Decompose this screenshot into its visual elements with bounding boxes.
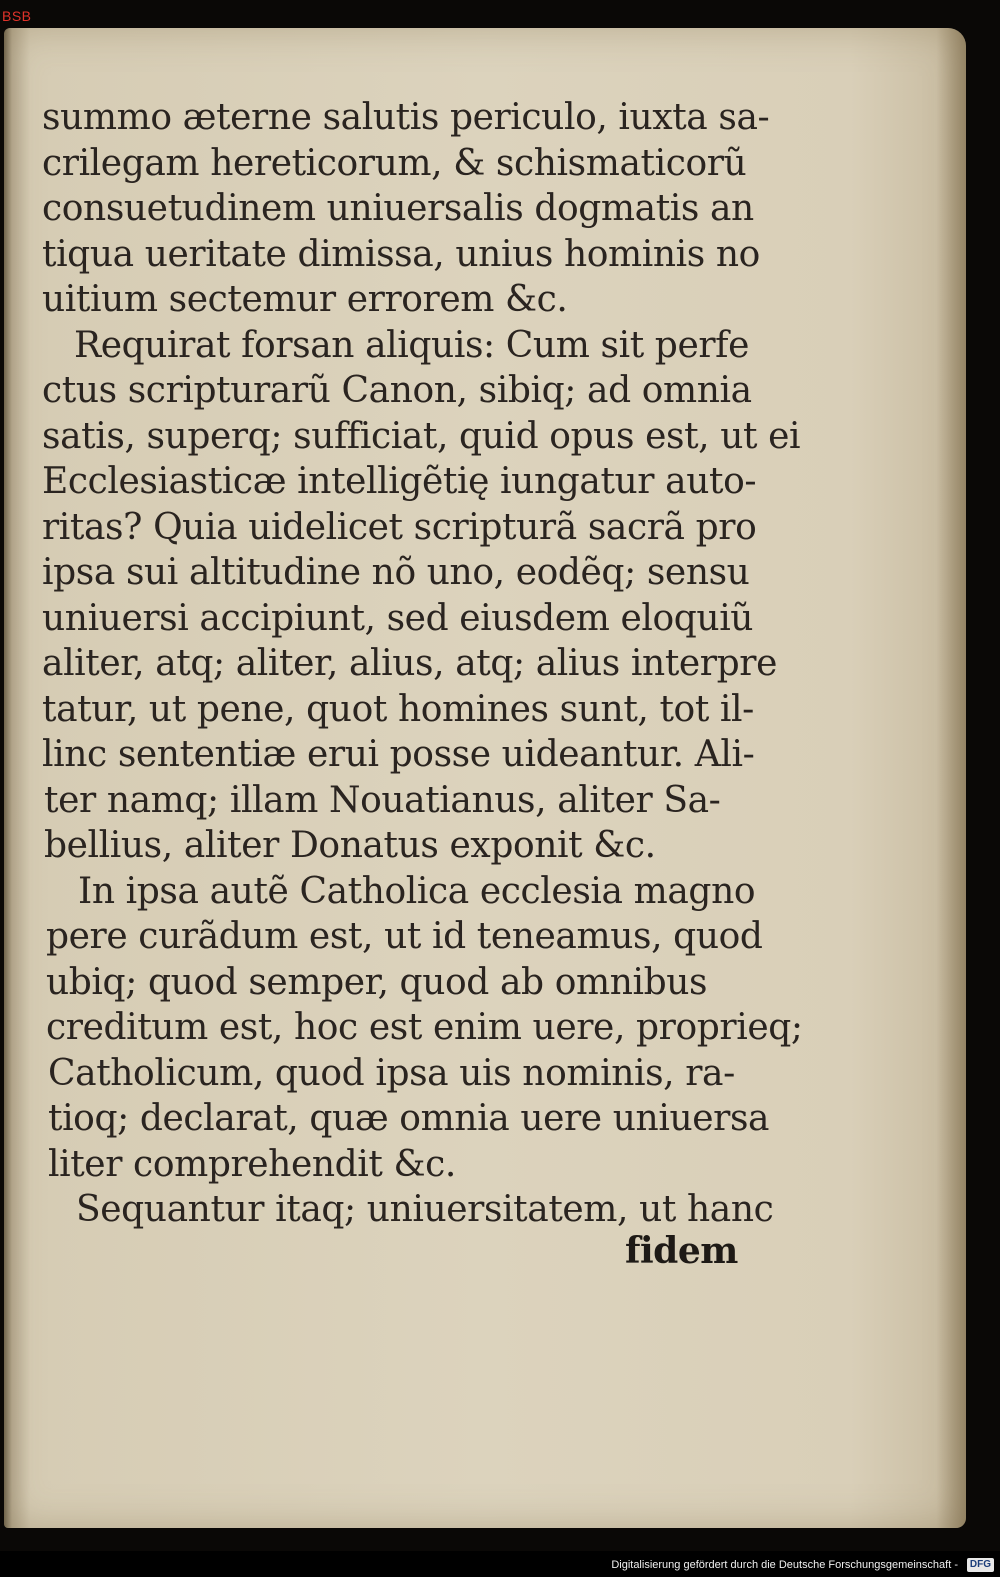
footer-credit: Digitalisierung gefördert durch die Deutsche Forschungsgemeinschaft -	[611, 1559, 958, 1571]
text-line: ter namq; illam Nouatianus, aliter Sa-	[44, 779, 721, 821]
text-line: ubiq; quod semper, quod ab omnibus	[46, 961, 708, 1003]
text-line: Sequantur itaq; uniuersitatem, ut hanc	[76, 1189, 774, 1230]
text-line: Ecclesiasticæ intelligẽtię iungatur auto-	[42, 461, 757, 502]
text-line: ctus scripturarũ Canon, sibiq; ad omnia	[42, 370, 752, 411]
text-line: Catholicum, quod ipsa uis nominis, ra-	[48, 1052, 735, 1094]
text-line: pere curãdum est, ut id teneamus, quod	[46, 916, 763, 957]
text-line: tiqua ueritate dimissa, unius hominis no	[42, 233, 760, 275]
text-line: satis, superq; sufficiat, quid opus est, ut ei	[42, 415, 801, 457]
text-line: ipsa sui altitudine nõ uno, eodẽq; sensu	[42, 552, 750, 593]
text-line: liter comprehendit &c.	[48, 1143, 456, 1185]
text-line: summo æterne salutis periculo, iuxta sa-	[42, 97, 770, 138]
text-line: Requirat forsan aliquis: Cum sit perfe	[74, 324, 749, 366]
page-edge-shading	[936, 28, 966, 1528]
text-line: linc sententiæ erui posse uideantur. Ali-	[42, 734, 755, 775]
text-line: In ipsa autẽ Catholica ecclesia magno	[78, 870, 756, 912]
bsb-watermark: BSB	[2, 8, 32, 24]
text-line: crilegam hereticorum, & schismaticorũ	[42, 142, 747, 184]
page-text	[40, 95, 803, 1233]
text-line: ritas? Quia uidelicet scripturã sacrã pro	[42, 506, 757, 548]
text-line: bellius, aliter Donatus exponit &c.	[44, 825, 656, 866]
text-line: uitium sectemur errorem &c.	[42, 279, 568, 320]
text-line: uniuersi accipiunt, sed eiusdem eloquiũ	[42, 597, 754, 639]
footer-bar	[0, 1551, 1000, 1577]
text-line: creditum est, hoc est enim uere, proprieq;	[46, 1007, 803, 1048]
catchword: fidem	[625, 1230, 738, 1272]
text-line: consuetudinem uniuersalis dogmatis an	[42, 188, 754, 229]
text-line: tatur, ut pene, quot homines sunt, tot il-	[42, 688, 754, 730]
text-line: aliter, atq; aliter, alius, atq; alius interpre	[42, 643, 777, 684]
text-line: tioq; declarat, quæ omnia uere uniuersa	[48, 1098, 770, 1139]
dfg-logo-icon: DFG	[967, 1558, 994, 1572]
